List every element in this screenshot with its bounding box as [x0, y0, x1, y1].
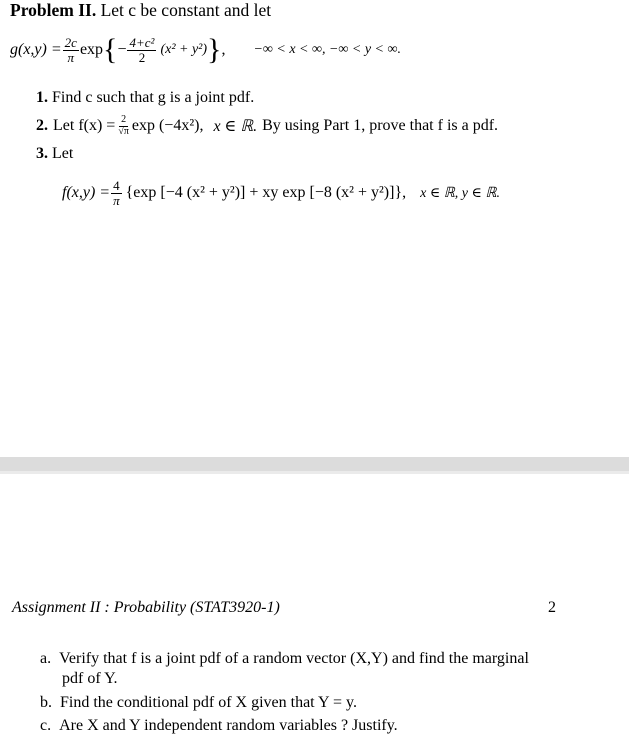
g-minus: −: [117, 41, 127, 58]
g-inner-fraction: [127, 36, 156, 64]
item-2-text-post: By using Part 1, prove that f is a pdf.: [262, 117, 499, 134]
item-2-domain: x ∈ ℝ.: [213, 118, 258, 135]
f-coef-num: 4: [113, 177, 120, 193]
page-2-header-title: Assignment II : Probability (STAT3920-1): [12, 599, 280, 616]
g-lhs: g(x,y) =: [10, 41, 62, 58]
g-inner-num: 4+c²: [129, 34, 155, 50]
item-3-text: Let: [52, 145, 74, 162]
part-b-label: b.: [40, 694, 52, 711]
item-3: [36, 145, 73, 163]
equation-f: [62, 170, 500, 216]
part-c-text: Are X and Y independent random variables ? Justify.: [59, 717, 398, 734]
f-body: {exp [−4 (x² + y²)] + xy exp [−8 (x² + y²)]},: [125, 184, 407, 201]
g-left-brace: {: [103, 33, 118, 66]
f-lhs: f(x,y) =: [62, 184, 111, 201]
item-3-label: 3.: [36, 145, 48, 162]
f-coef-fraction: [111, 179, 122, 207]
page-number: 2: [548, 599, 556, 616]
item-2-frac-num: 2: [121, 114, 127, 125]
g-inner-den: 2: [138, 49, 146, 65]
f-coef-den: π: [113, 192, 120, 208]
g-coef-num: 2c: [64, 34, 77, 50]
page-separator: [0, 457, 629, 471]
part-a: [40, 650, 529, 668]
item-2-frac-den: √π: [118, 125, 129, 137]
g-exp-word: exp: [79, 41, 104, 58]
item-2-text-pre: Let f(x) =: [53, 117, 116, 134]
g-comma: ,: [221, 41, 226, 58]
item-1-text: Find c such that g is a joint pdf.: [52, 89, 255, 106]
equation-g: [10, 28, 401, 72]
part-a-label: a.: [40, 650, 52, 667]
part-a-continued: pdf of Y.: [62, 670, 118, 687]
problem-heading: Problem II.: [10, 0, 97, 20]
part-c-label: c.: [40, 717, 52, 734]
part-a-text: Verify that f is a joint pdf of a random vector (X,Y) and find the marginal: [59, 650, 529, 667]
part-c: [40, 717, 398, 735]
g-inner-term: (x² + y²): [160, 42, 208, 57]
g-domain: −∞ < x < ∞, −∞ < y < ∞.: [253, 42, 401, 57]
page-separator-shadow: [0, 471, 629, 474]
g-coef-den: π: [67, 49, 75, 65]
problem-heading-line: [10, 0, 271, 21]
item-2-label: 2.: [36, 117, 48, 134]
f-domain: x ∈ ℝ, y ∈ ℝ.: [420, 185, 500, 201]
item-2-text-mid: exp (−4x²),: [131, 117, 204, 134]
item-1: [36, 89, 254, 107]
item-1-label: 1.: [36, 89, 48, 106]
g-coef-fraction: [63, 36, 79, 64]
problem-intro: Let c be constant and let: [100, 0, 272, 20]
item-2: [36, 112, 498, 140]
g-right-brace: }: [207, 33, 222, 66]
part-b: [40, 694, 357, 712]
part-b-text: Find the conditional pdf of X given that Y = y.: [60, 694, 357, 711]
item-2-fraction: [116, 115, 131, 137]
